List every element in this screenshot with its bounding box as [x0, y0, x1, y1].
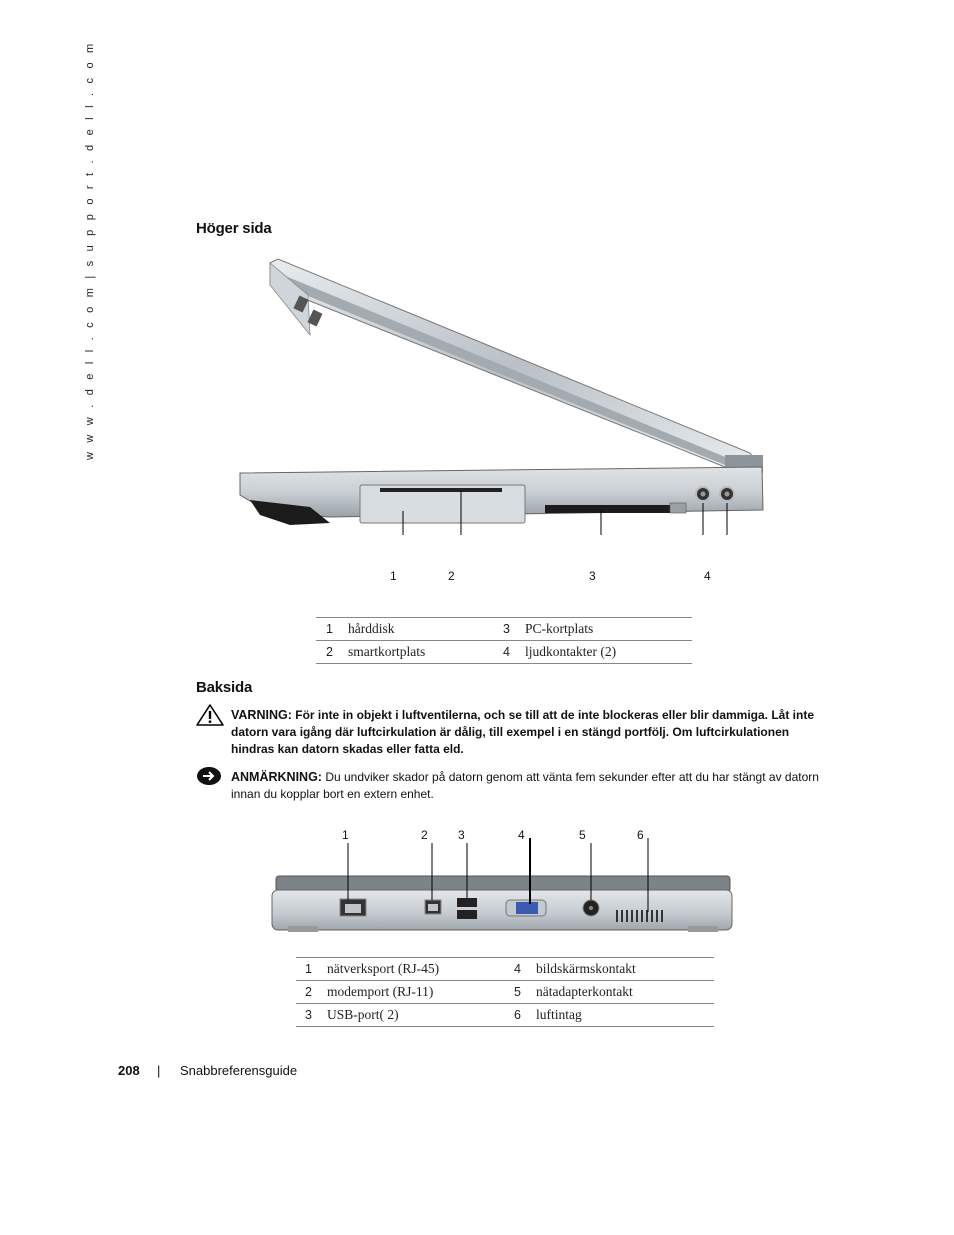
- page-number: 208: [118, 1063, 140, 1078]
- table-row: [316, 641, 692, 664]
- laptop-right-side-illustration: [230, 255, 770, 535]
- table-row: [316, 618, 692, 641]
- notice-text: Du undviker skador på datorn genom att vänta fem sekunder efter att du har stängt av datorn innan du kopplar bort en extern enhet.: [231, 770, 819, 801]
- warning-note: [231, 707, 821, 758]
- item-number: 6: [514, 1004, 536, 1027]
- item-number: 5: [514, 981, 536, 1004]
- right-side-parts-table: [316, 617, 692, 664]
- item-label: hårddisk: [348, 618, 503, 641]
- footer-separator: |: [157, 1063, 161, 1078]
- table-row: [296, 958, 714, 981]
- item-label: ljudkontakter (2): [525, 641, 692, 664]
- heading-back-side: Baksida: [196, 679, 253, 696]
- item-label: nätverksport (RJ-45): [327, 958, 514, 981]
- table-row: [296, 981, 714, 1004]
- laptop-back-side-illustration: [268, 838, 738, 938]
- item-number: 3: [503, 618, 525, 641]
- callout-number: 3: [458, 828, 465, 842]
- notice-icon: [196, 766, 222, 786]
- heading-right-side: Höger sida: [196, 220, 272, 237]
- warning-label: VARNING:: [231, 708, 292, 722]
- callout-number: 3: [589, 569, 596, 583]
- callout-number: 6: [637, 828, 644, 842]
- item-number: 3: [296, 1004, 327, 1027]
- back-side-parts-table: [296, 957, 714, 1027]
- warning-text: För inte in objekt i luftventilerna, och se till att de inte blockeras eller blir dammiga. Låt inte datorn vara igång där luftcirkulation är dålig, till exempel i en stängd portfölj. Om luftcirkulationen hindras kan datorn skadas eller fatta eld.: [231, 708, 815, 756]
- table-row: [296, 1004, 714, 1027]
- item-label: modemport (RJ-11): [327, 981, 514, 1004]
- item-number: 2: [296, 981, 327, 1004]
- item-number: 4: [503, 641, 525, 664]
- callout-number: 1: [390, 569, 397, 583]
- callout-number: 4: [518, 828, 525, 842]
- callout-number: 2: [448, 569, 455, 583]
- item-label: luftintag: [536, 1004, 714, 1027]
- item-number: 1: [296, 958, 327, 981]
- warning-icon: [196, 704, 224, 726]
- item-label: USB-port( 2): [327, 1004, 514, 1027]
- item-number: 2: [316, 641, 348, 664]
- notice-label: ANMÄRKNING:: [231, 770, 322, 784]
- item-label: bildskärmskontakt: [536, 958, 714, 981]
- item-number: 1: [316, 618, 348, 641]
- item-label: smartkortplats: [348, 641, 503, 664]
- item-label: nätadapterkontakt: [536, 981, 714, 1004]
- notice-note: [231, 769, 821, 803]
- item-label: PC-kortplats: [525, 618, 692, 641]
- callout-number: 2: [421, 828, 428, 842]
- footer-title: Snabbreferensguide: [180, 1063, 298, 1078]
- callout-number: 1: [342, 828, 349, 842]
- callout-number: 5: [579, 828, 586, 842]
- callout-number: 4: [704, 569, 711, 583]
- side-url: w w w . d e l l . c o m | s u p p o r t . d e l l . c o m: [84, 40, 96, 460]
- item-number: 4: [514, 958, 536, 981]
